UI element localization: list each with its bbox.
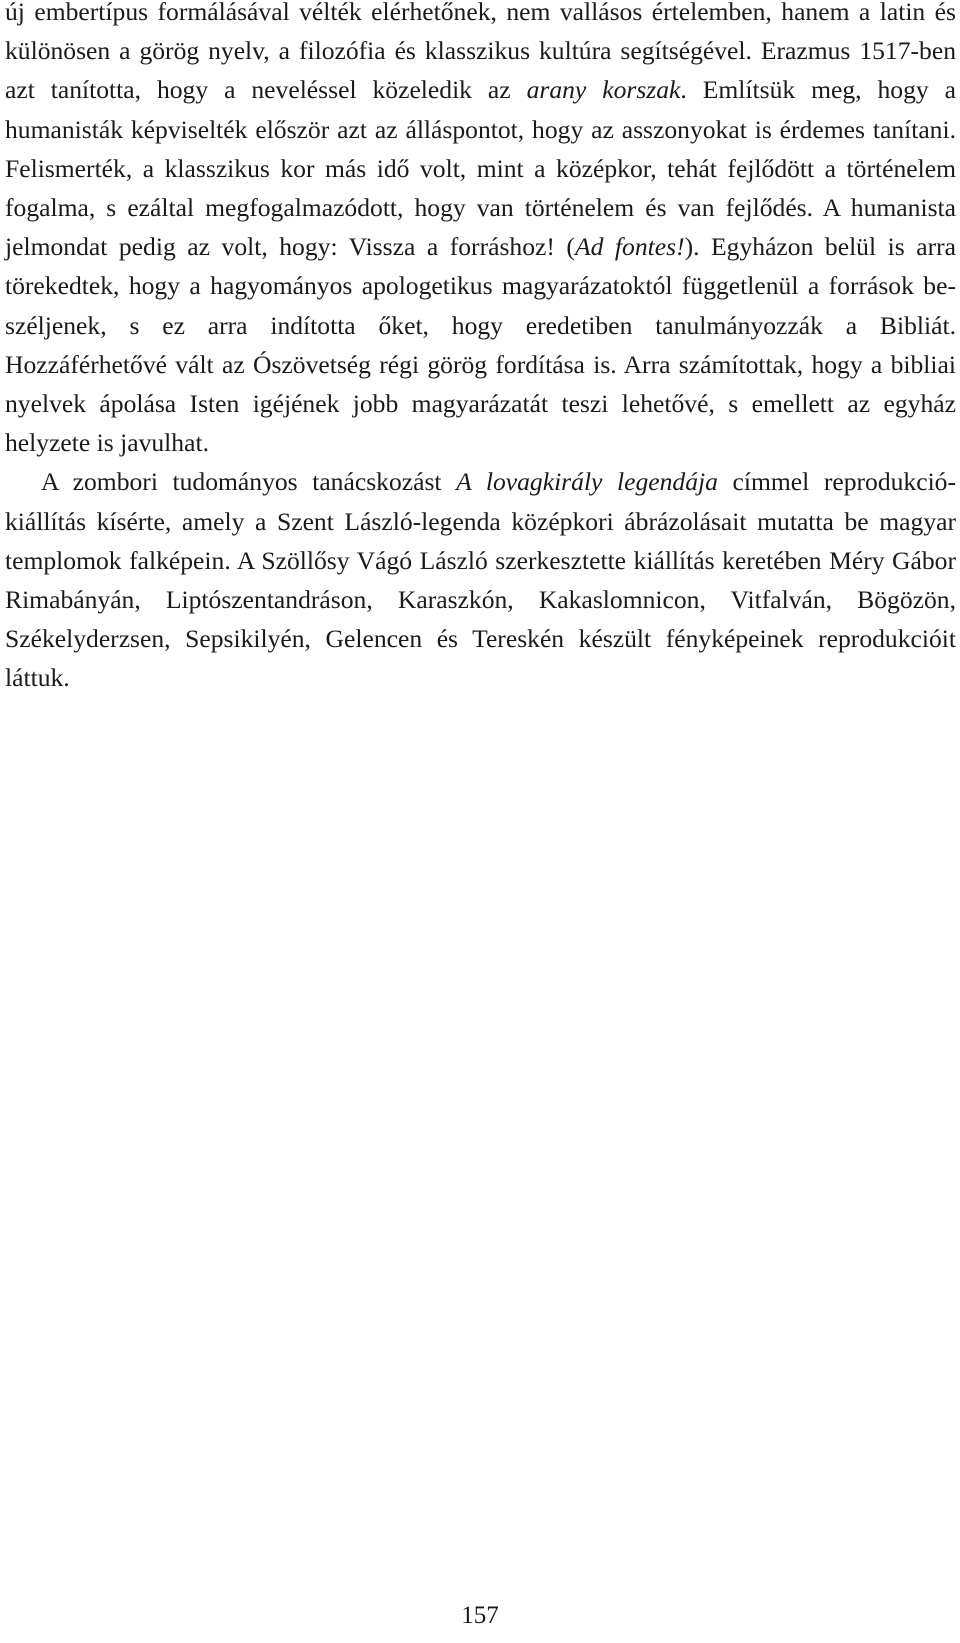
- italic-phrase-arany-korszak: arany korszak: [526, 75, 681, 105]
- paragraph-text-segment: A zombori tudományos tanácskozást: [41, 467, 457, 497]
- paragraph-text-segment: címmel reprodukció-kiállítás kísérte, amely a Szent László-legenda középkori ábrázolásait mutatta be magyar templomok falképein. A Szöllősy Vágó László szerkesztette kiállítás keretében Méry Gábor Rimabányán, Liptószentandráson, Karaszkón, Kakaslomnicon, Vitfalván, Bögözön, Székelyderzsen, Sepsikilyén, Gelencen és Tereskén készült fényképeinek reprodukcióit láttuk.: [5, 467, 957, 693]
- paragraph-humanism: [5, 0, 956, 462]
- paragraph-text-segment: . Említsük meg, hogy a humanisták képviselték először azt az álláspontot, hogy az asszonyokat is érdemes tanítani. Felismerték, a klasszikus kor más idő volt, mint a középkor, tehát fejlődött a történelem fogalma, s ezáltal megfogalmazódott, hogy van történelem és van fejlődés. A humanista jelmondat pedig az volt, hogy: Vissza a forráshoz! (: [5, 75, 956, 262]
- paragraph-exhibition: [5, 462, 956, 697]
- italic-title-lovagkiraly-legendaja: A lovagkirály legendája: [456, 467, 718, 497]
- paragraph-text-segment: új embertípus formálásával vélték elérhetőnek, nem vallásos értelemben, hanem a latin és különösen a görög nyelv, a filozófia és klasszikus kultúra segítségével. Erazmus 1517-ben azt tanította, hogy a neveléssel közeledik az: [5, 0, 956, 105]
- page-number: 157: [461, 1602, 499, 1629]
- italic-phrase-ad-fontes: Ad fontes!: [574, 232, 685, 262]
- paragraph-text-segment: ). Egyházon belül is arra törekedtek, hogy a hagyományos apologetikus magyarázatoktól függetlenül a források beszéljenek, s ez arra indította őket, hogy eredetiben tanulmányozzák a Bibliát. Hozzáférhetővé vált az Ószövetség régi görög fordítása is. Arra számítottak, hogy a bibliai nyelvek ápolása Isten igéjének jobb magyarázatát teszi lehetővé, s emellett az egyház helyzete is javulhat.: [5, 232, 956, 458]
- page-body: [5, 0, 956, 698]
